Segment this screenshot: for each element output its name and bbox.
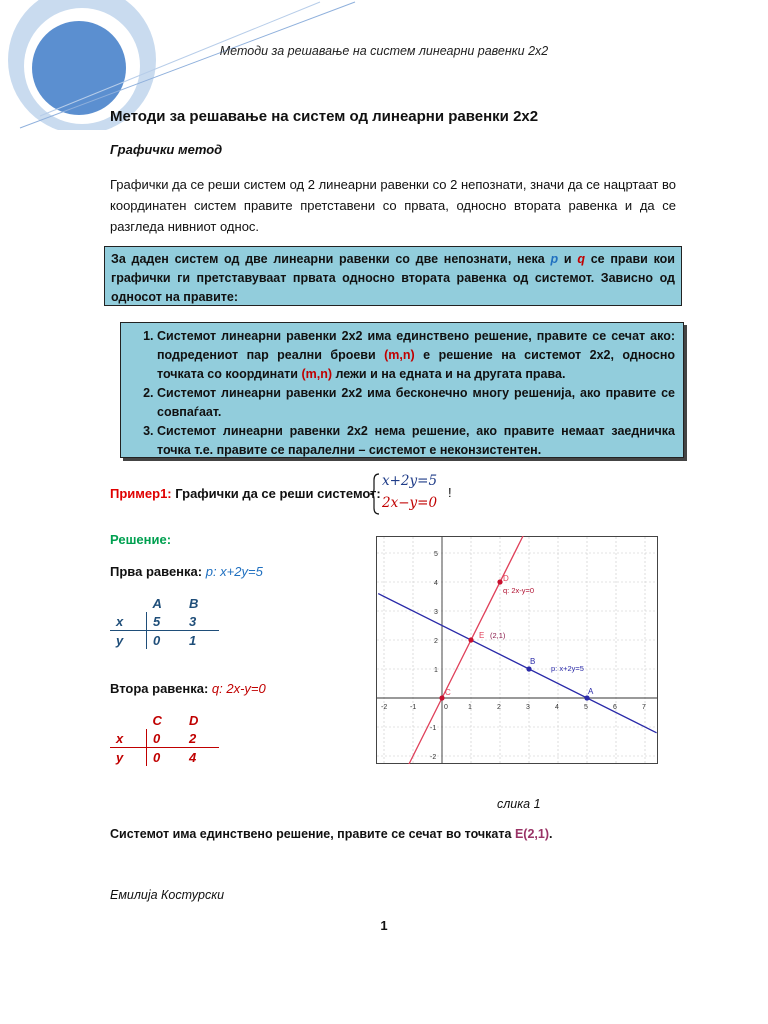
system-eq2: 2x−y=0 [382, 495, 438, 511]
second-eq-label: Втора равенка: [110, 681, 209, 696]
x-tick-label: 5 [584, 704, 588, 711]
point-b [526, 666, 531, 671]
example-exclamation: ! [448, 485, 452, 500]
point-d [497, 579, 502, 584]
definition-box [104, 246, 682, 306]
figure-caption: слика 1 [497, 797, 541, 811]
example-label: Пример1: [110, 486, 172, 501]
page-number: 1 [380, 918, 388, 933]
line-p-label: p [550, 252, 559, 266]
second-eq-value: q: 2x-y=0 [211, 681, 266, 696]
x-tick-label: 0 [444, 704, 448, 711]
first-eq-value: p: x+2y=5 [205, 564, 263, 579]
box1-text-b: и [558, 252, 578, 266]
table-cell: 4 [189, 749, 197, 765]
table-cell: x [110, 729, 147, 748]
table-header: C [152, 712, 162, 728]
table-header: A [152, 595, 162, 611]
example-text: Графички да се реши системот: [175, 486, 381, 501]
case1-text-a: Системот линеарни равенки 2х2 има единствено решение, правите се сечат ако: подредениот пар реални броеви [157, 329, 675, 362]
point-e-coords: (2,1) [490, 631, 506, 640]
case1-text-c: лежи и на едната и на другата права. [332, 367, 566, 381]
table-cell [110, 711, 147, 729]
point-c [439, 695, 444, 700]
first-eq-label: Прва равенка: [110, 564, 203, 579]
y-tick-label: 1 [434, 667, 438, 674]
conclusion-text: Системот има единствено решение, правите се сечат во точката [110, 827, 515, 841]
y-tick-label: -1 [430, 725, 437, 732]
y-tick-label: 4 [434, 580, 438, 587]
solution-label: Решение: [110, 532, 172, 547]
x-tick-label: 6 [613, 704, 617, 711]
x-tick-label: 4 [555, 704, 559, 711]
x-tick-label: 7 [642, 704, 646, 711]
line-q-label: q [577, 252, 585, 266]
graph-frame [377, 537, 658, 764]
y-tick-label: 2 [434, 638, 438, 645]
y-tick-label: -2 [430, 754, 437, 761]
second-equation [110, 681, 266, 696]
page-header: Методи за решавање на систем линеарни равенки 2х2 [219, 44, 549, 58]
first-equation [110, 564, 263, 579]
case-item [157, 327, 675, 384]
table-header: B [189, 595, 199, 611]
point-e-label: E [479, 631, 485, 640]
point-b-label: B [530, 657, 536, 666]
table-cell: 5 [147, 612, 184, 631]
author: Емилија Костурски [110, 888, 225, 902]
table-cell: x [110, 612, 147, 631]
table-cell: y [110, 748, 147, 767]
table-cell: 2 [183, 729, 219, 748]
box1-text-c: се прави кои графички ги претставуваат првата односно втората равенка од системот. Зависно од односот на правите: [111, 252, 675, 304]
equation-system [370, 472, 460, 516]
point-a-label: A [588, 687, 594, 696]
table-cell: 0 [153, 749, 161, 765]
table-cell: y [110, 631, 147, 650]
table-cell [110, 594, 147, 612]
conclusion [110, 827, 552, 841]
y-tick-label: 5 [434, 551, 438, 558]
y-tick-label: 3 [434, 609, 438, 616]
point-c-label: C [445, 688, 451, 697]
cases-box [120, 322, 684, 458]
intro-paragraph: Графички да се реши систем од 2 линеарни равенки со 2 непознати, значи да се нацртаат во координатен систем правите претставени со првата, односно втората равенка и да се разгледа нивниот однос. [110, 177, 676, 234]
solution-point: E(2,1) [514, 827, 549, 841]
x-tick-label: 3 [526, 704, 530, 711]
line-q-equation: q: 2x-y=0 [503, 586, 535, 595]
case1-point: (m,n) [301, 367, 333, 381]
page-title: Методи за решавање на систем од линеарни равенки 2х2 [110, 108, 539, 125]
table-cell: 1 [189, 632, 197, 648]
table-cell: 0 [147, 729, 184, 748]
case1-pair: (m,n) [384, 348, 415, 362]
values-table-p [110, 594, 219, 649]
box1-text-a: За даден систем од две линеарни равенки со две непознати, нека [111, 252, 551, 266]
x-tick-label: 2 [497, 704, 501, 711]
point-e [468, 637, 473, 642]
case-item: 3. Системот линеарни равенки 2х2 нема решение, ако правите немаат заедничка точка т.е. правите се паралелни – системот е неконзистентен. [157, 422, 675, 460]
line-p-equation: p: x+2y=5 [551, 664, 584, 673]
example-line [110, 486, 381, 501]
table-header: D [189, 712, 199, 728]
coordinate-graph [376, 536, 658, 764]
section-subtitle: Графички метод [110, 142, 223, 157]
system-eq1: x+2y=5 [382, 473, 438, 489]
case1-text-b: е решение на системот 2х2, односно точката со координати [157, 348, 675, 381]
conclusion-end: . [548, 827, 553, 841]
table-cell: 0 [153, 632, 161, 648]
case-item: 2. Системот линеарни равенки 2х2 има бесконечно многу решенија, ако правите се совпаѓаат. [157, 384, 675, 422]
brace-icon [370, 472, 380, 516]
table-cell: 3 [183, 612, 219, 631]
x-tick-label: 1 [468, 704, 472, 711]
x-tick-label: -1 [410, 704, 417, 711]
point-a [584, 695, 589, 700]
values-table-q [110, 711, 219, 766]
x-tick-label: -2 [381, 704, 388, 711]
point-d-label: D [503, 574, 509, 583]
